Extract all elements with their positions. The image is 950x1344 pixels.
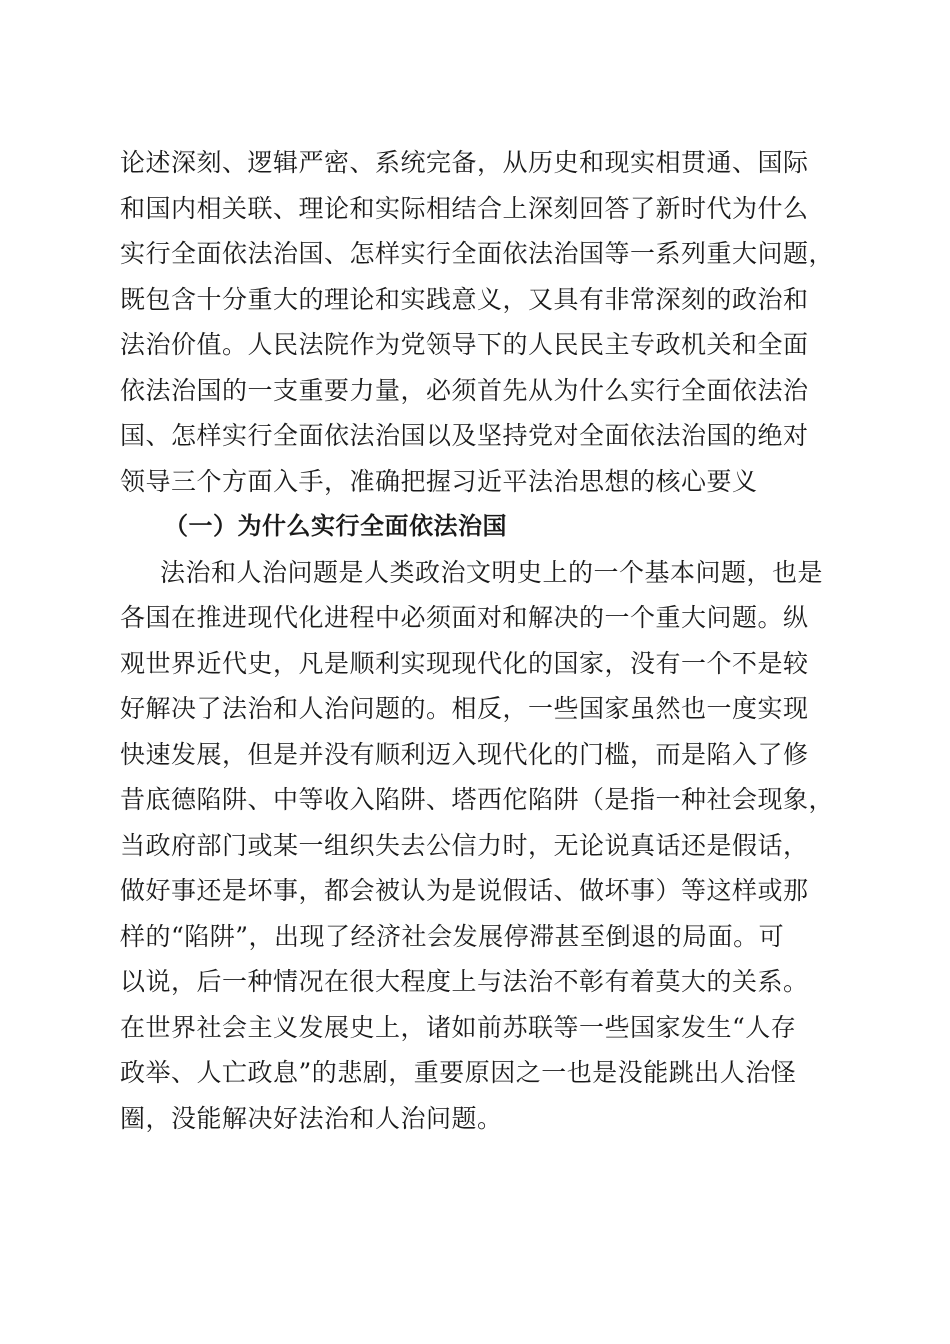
text-line: 论述深刻、逻辑严密、系统完备，从历史和现实相贯通、国际 [120, 148, 809, 177]
text-line: 国、怎样实行全面依法治国以及坚持党对全面依法治国的绝对 [120, 421, 809, 450]
paragraph-rule-of-law [120, 550, 835, 1142]
paragraph-intro [120, 140, 835, 504]
text-line: 法治和人治问题是人类政治文明史上的一个基本问题，也是 [160, 557, 824, 587]
text-line: 领导三个方面入手，准确把握习近平法治思想的核心要义 [120, 466, 758, 496]
text-line: 圈，没能解决好法治和人治问题。 [120, 1103, 503, 1133]
text-line: 既包含十分重大的理论和实践意义，又具有非常深刻的政治和 [120, 284, 809, 314]
text-line: 法治价值。人民法院作为党领导下的人民民主专政机关和全面 [120, 330, 809, 359]
text-line: 昔底德陷阱、中等收入陷阱、塔西佗陷阱（是指一种社会现象， [120, 785, 835, 814]
text-line: 和国内相关联、理论和实际相结合上深刻回答了新时代为什么 [120, 193, 809, 223]
text-line: 各国在推进现代化进程中必须面对和解决的一个重大问题。纵 [120, 603, 809, 632]
text-line: 以说，后一种情况在很大程度上与法治不彰有着莫大的关系。 [120, 967, 809, 996]
text-line: 实行全面依法治国、怎样实行全面依法治国等一系列重大问题， [120, 239, 835, 268]
text-line: 依法治国的一支重要力量，必须首先从为什么实行全面依法治 [120, 375, 809, 405]
text-line: 做好事还是坏事，都会被认为是说假话、做坏事）等这样或那 [120, 876, 809, 905]
text-line: 观世界近代史，凡是顺利实现现代化的国家，没有一个不是较 [120, 648, 809, 678]
text-line: 当政府部门或某一组织失去公信力时，无论说真话还是假话， [120, 830, 809, 860]
text-line: 快速发展，但是并没有顺利迈入现代化的门槛，而是陷入了修 [120, 739, 809, 769]
text-line: 政举、人亡政息”的悲剧，重要原因之一也是没能跳出人治怪 [120, 1058, 797, 1087]
document-body [120, 140, 835, 1141]
section-heading: （一）为什么实行全面依法治国 [164, 512, 507, 540]
text-line: 在世界社会主义发展史上，诸如前苏联等一些国家发生“人存 [120, 1012, 797, 1042]
text-line: 好解决了法治和人治问题的。相反，一些国家虽然也一度实现 [120, 694, 809, 723]
text-line: 样的“陷阱”，出现了经济社会发展停滞甚至倒退的局面。可 [120, 921, 785, 951]
